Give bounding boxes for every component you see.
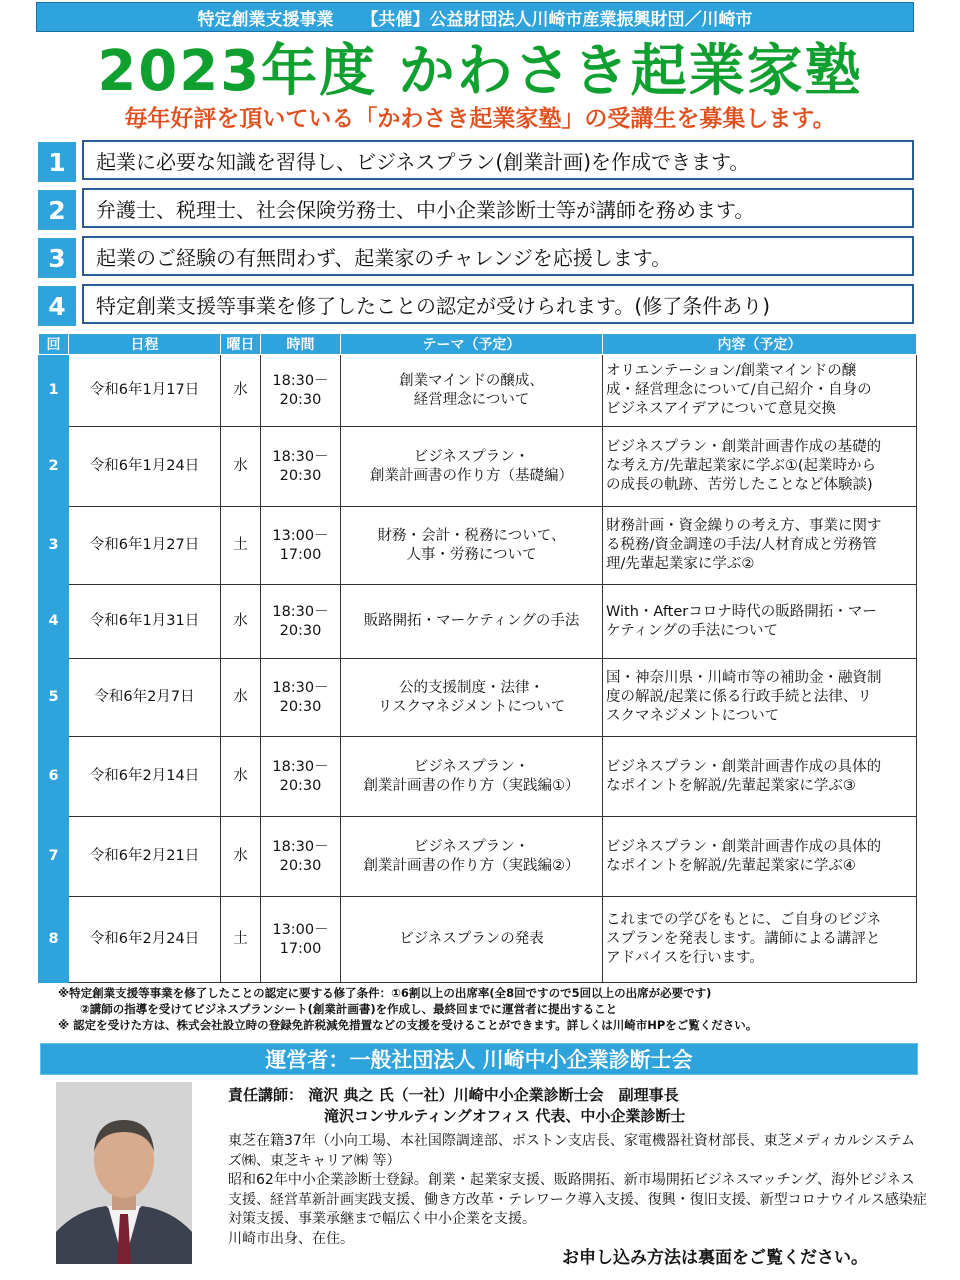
row-day: 土 (221, 507, 261, 585)
content-line: 国・神奈川県・川崎市等の補助金・融資制 (606, 670, 882, 686)
row-time (261, 507, 341, 585)
row-content (603, 659, 917, 737)
row-day: 水 (221, 737, 261, 817)
table-row (39, 897, 917, 983)
col-header-time: 時間 (261, 334, 341, 355)
row-day: 水 (221, 427, 261, 507)
row-time (261, 427, 341, 507)
row-day: 水 (221, 817, 261, 897)
row-date: 令和6年1月27日 (69, 507, 221, 585)
feature-item (38, 236, 916, 278)
note-line: ※特定創業支援等事業を修了したことの認定に要する修了条件：①6割以上の出席率(全8回ですので5回以上の出席が必要です) (58, 986, 712, 1000)
feature-number: 2 (38, 190, 76, 230)
row-theme (341, 507, 603, 585)
row-time (261, 897, 341, 983)
table-row (39, 659, 917, 737)
theme-line: ビジネスプラン・ (413, 758, 530, 775)
feature-item (38, 188, 916, 230)
time-line: 13:00－ (272, 527, 329, 544)
time-line: 18:30－ (272, 603, 329, 620)
content-line: スクマネジメントについて (606, 708, 780, 724)
header-program: 特定創業支援事業 (197, 9, 334, 30)
row-day: 土 (221, 897, 261, 983)
bio-paragraph: 川崎市出身、在住。 (228, 1230, 354, 1247)
theme-line: 経営理念について (413, 391, 530, 408)
content-line: 度の解説/起業に係る行政手続と法律、リ (606, 689, 872, 705)
apply-note: お申し込み方法は裏面をご覧ください。 (562, 1248, 868, 1268)
row-theme (341, 659, 603, 737)
time-line: 17:00 (279, 546, 322, 563)
content-line: スプランを発表します。講師による講評と (606, 931, 881, 947)
content-line: ビジネスプラン・創業計画書作成の具体的 (606, 838, 882, 855)
row-day: 水 (221, 585, 261, 659)
row-content (603, 817, 917, 897)
row-date: 令和6年2月21日 (69, 817, 221, 897)
feature-text: 起業に必要な知識を習得し、ビジネスプラン(創業計画)を作成できます。 (82, 140, 914, 180)
time-line: 18:30－ (272, 679, 329, 696)
row-content (603, 427, 917, 507)
feature-number: 1 (38, 142, 76, 182)
row-theme (341, 355, 603, 427)
theme-line: ビジネスプランの発表 (399, 931, 544, 947)
table-header-row (39, 334, 917, 355)
content-line: ビジネスアイデアについて意見交換 (606, 401, 836, 417)
content-line: な考え方/先輩起業家に学ぶ①(起業時から (606, 458, 877, 474)
page-title: 2023年度 かわさき起業家塾 (97, 39, 863, 104)
theme-line: 創業計画書の作り方（基礎編） (370, 467, 573, 484)
time-line: 13:00－ (272, 921, 329, 938)
table-row (39, 817, 917, 897)
time-line: 18:30－ (272, 448, 329, 465)
header-host: 【共催】公益財団法人川崎市産業振興財団／川崎市 (361, 9, 753, 30)
row-number: 7 (39, 817, 69, 897)
content-line: With・Afterコロナ時代の販路開拓・マー (606, 603, 877, 620)
content-line: ビジネスプラン・創業計画書作成の具体的 (606, 758, 882, 775)
row-time (261, 817, 341, 897)
content-line: 財務計画・資金繰りの考え方、事業に関す (606, 518, 882, 534)
feature-item (38, 284, 916, 326)
row-number: 3 (39, 507, 69, 585)
note-line: ※ 認定を受けた方は、株式会社設立時の登録免許税減免措置などの支援を受けることができます。詳しくは川崎市HPをご覧ください。 (58, 1018, 758, 1032)
time-line: 20:30 (279, 777, 322, 794)
time-line: 20:30 (279, 698, 322, 715)
row-number: 1 (39, 355, 69, 427)
time-line: 20:30 (279, 391, 322, 408)
row-date: 令和6年2月14日 (69, 737, 221, 817)
bio-paragraph: 昭和62年中小企業診断士登録。創業・起業家支援、販路開拓、新市場開拓ビジネスマッチング、海外ビジネス支援、経営革新計画実践支援、働き方改革・テレワーク導入支援、復興・復旧支援、新型コロナウイルス感染症対策支援、事業承継まで幅広く中小企業を支援。 (228, 1172, 927, 1227)
row-content (603, 737, 917, 817)
feature-item (38, 140, 916, 182)
row-number: 5 (39, 659, 69, 737)
row-content (603, 507, 917, 585)
col-header-date: 日程 (69, 334, 221, 355)
schedule-table (38, 333, 917, 983)
content-line: 成・経営理念について/自己紹介・自身の (606, 382, 872, 398)
time-line: 18:30－ (272, 838, 329, 855)
instructor-profile (228, 1085, 928, 1249)
content-line: アドバイスを行います。 (606, 950, 764, 966)
content-line: の成長の軌跡、苦労したことなど体験談) (606, 477, 873, 493)
theme-line: ビジネスプラン・ (413, 838, 530, 855)
table-row (39, 585, 917, 659)
feature-text: 特定創業支援等事業を修了したことの認定が受けられます。(修了条件あり) (82, 284, 914, 324)
instructor-name: 責任講師： 滝沢 典之 氏（一社）川崎中小企業診断士会 副理事長 (228, 1086, 679, 1104)
col-header-round: 回 (39, 334, 69, 355)
row-number: 8 (39, 897, 69, 983)
feature-number: 3 (38, 238, 76, 278)
table-row (39, 507, 917, 585)
row-number: 4 (39, 585, 69, 659)
row-theme (341, 737, 603, 817)
row-number: 2 (39, 427, 69, 507)
theme-line: 創業計画書の作り方（実践編①） (363, 777, 580, 794)
note-line: ②講師の指導を受けてビジネスプランシート(創業計画書)を作成し、最終回までに運営者に提出すること (80, 1002, 618, 1016)
row-theme (341, 585, 603, 659)
notes (58, 985, 757, 1033)
table-row (39, 737, 917, 817)
row-theme (341, 817, 603, 897)
row-time (261, 737, 341, 817)
time-line: 18:30－ (272, 372, 329, 389)
feature-text: 起業のご経験の有無問わず、起業家のチャレンジを応援します。 (82, 236, 914, 276)
operator-banner: 運営者：一般社団法人 川崎中小企業診断士会 (40, 1043, 918, 1075)
theme-line: リスクマネジメントについて (377, 698, 566, 715)
bio-paragraph: 東芝在籍37年（小向工場、本社国際調達部、ボストン支店長、家電機器社資材部長、東芝メディカルシステムズ㈱、東芝キャリア㈱ 等） (228, 1133, 915, 1169)
header-banner (36, 2, 914, 32)
row-day: 水 (221, 355, 261, 427)
time-line: 20:30 (279, 622, 322, 639)
row-day: 水 (221, 659, 261, 737)
col-header-content: 内容（予定） (603, 334, 917, 355)
feature-number: 4 (38, 286, 76, 326)
time-line: 20:30 (279, 857, 322, 874)
row-content (603, 355, 917, 427)
row-date: 令和6年2月24日 (69, 897, 221, 983)
table-row (39, 355, 917, 427)
instructor-title: 滝沢コンサルティングオフィス 代表、中小企業診断士 (324, 1107, 686, 1125)
col-header-theme: テーマ（予定） (341, 334, 603, 355)
content-line: オリエンテーション/創業マインドの醸 (606, 363, 857, 379)
row-number: 6 (39, 737, 69, 817)
row-time (261, 355, 341, 427)
row-theme (341, 897, 603, 983)
page-subtitle: 毎年好評を頂いている「かわさき起業家塾」の受講生を募集します。 (124, 106, 836, 132)
instructor-bio (228, 1132, 928, 1249)
content-line: る税務/資金調達の手法/人材育成と労務管 (606, 537, 877, 553)
time-line: 17:00 (279, 940, 322, 957)
content-line: ビジネスプラン・創業計画書作成の基礎的 (606, 439, 882, 455)
row-time (261, 659, 341, 737)
theme-line: 人事・労務について (406, 546, 537, 563)
content-line: なポイントを解説/先輩起業家に学ぶ④ (606, 857, 856, 874)
col-header-day: 曜日 (221, 334, 261, 355)
row-date: 令和6年1月24日 (69, 427, 221, 507)
time-line: 20:30 (279, 467, 322, 484)
theme-line: 創業計画書の作り方（実践編②） (363, 857, 580, 874)
theme-line: ビジネスプラン・ (413, 448, 530, 465)
content-line: ケティングの手法について (606, 622, 778, 639)
row-time (261, 585, 341, 659)
row-date: 令和6年2月7日 (69, 659, 221, 737)
row-date: 令和6年1月31日 (69, 585, 221, 659)
theme-line: 財務・会計・税務について、 (377, 527, 566, 544)
row-content (603, 585, 917, 659)
row-content (603, 897, 917, 983)
theme-line: 販路開拓・マーケティングの手法 (363, 613, 580, 629)
theme-line: 創業マインドの醸成、 (399, 372, 544, 389)
content-line: これまでの学びをもとに、ご自身のビジネ (606, 912, 882, 928)
time-line: 18:30－ (272, 758, 329, 775)
instructor-photo (56, 1082, 192, 1264)
row-date: 令和6年1月17日 (69, 355, 221, 427)
row-theme (341, 427, 603, 507)
theme-line: 公的支援制度・法律・ (399, 679, 544, 696)
content-line: 理/先輩起業家に学ぶ② (606, 556, 755, 572)
table-row (39, 427, 917, 507)
feature-text: 弁護士、税理士、社会保険労務士、中小企業診断士等が講師を務めます。 (82, 188, 914, 228)
content-line: なポイントを解説/先輩起業家に学ぶ③ (606, 777, 856, 794)
